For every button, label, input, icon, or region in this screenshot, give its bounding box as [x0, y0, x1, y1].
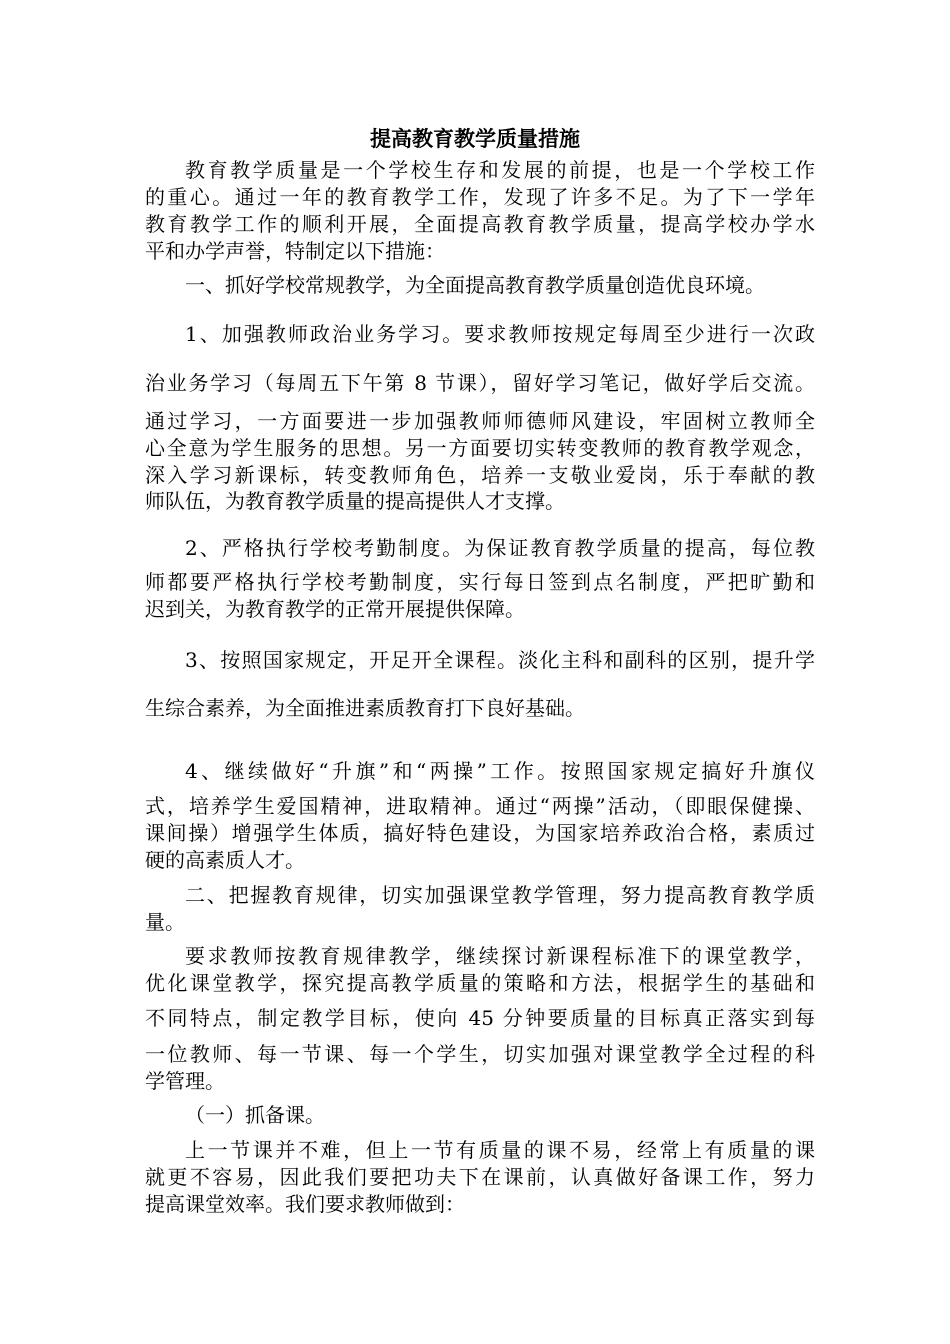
subsection-heading: （一）抓备课。	[185, 1103, 325, 1127]
paragraph-line: 迟到关，为教育教学的正常开展提供保障。	[145, 597, 525, 621]
document-title: 提高教育教学质量措施	[370, 126, 580, 151]
paragraph-line: 师队伍，为教育教学质量的提高提供人才支撑。	[145, 489, 565, 513]
paragraph-line: 心全意为学生服务的思想。另一方面要切实转变教师的教育教学观念，	[145, 436, 815, 460]
paragraph-line: 2、严格执行学校考勤制度。为保证教育教学质量的提高，每位教	[185, 536, 815, 560]
paragraph-line: 1、加强教师政治业务学习。要求教师按规定每周至少进行一次政	[185, 322, 815, 346]
section-heading: 二、把握教育规律，切实加强课堂教学管理，努力提高教育教学质	[185, 883, 815, 907]
section-heading: 量。	[145, 910, 185, 934]
paragraph-line: 一位教师、每一节课、每一个学生，切实加强对课堂教学全过程的科	[145, 1042, 815, 1066]
paragraph-line: 深入学习新课标，转变教师角色，培养一支敬业爱岗，乐于奉献的教	[145, 463, 815, 487]
paragraph-line: 治业务学习（每周五下午第 8 节课），留好学习笔记，做好学后交流。	[145, 371, 815, 395]
paragraph-line: 提高课堂效率。我们要求教师做到：	[145, 1192, 465, 1216]
paragraph-line: 的重心。通过一年的教育教学工作，发现了许多不足。为了下一学年	[145, 185, 815, 209]
paragraph-line: 优化课堂教学，探究提高教学质量的策略和方法，根据学生的基础和	[145, 971, 815, 995]
paragraph-line: 教育教学质量是一个学校生存和发展的前提，也是一个学校工作	[185, 158, 815, 182]
section-heading: 一、抓好学校常规教学，为全面提高教育教学质量创造优良环境。	[185, 273, 765, 297]
paragraph-line: 生综合素养，为全面推进素质教育打下良好基础。	[145, 696, 585, 720]
paragraph-line: 要求教师按教育规律教学，继续探讨新课程标准下的课堂教学，	[185, 944, 815, 968]
paragraph-line: 3、按照国家规定，开足开全课程。淡化主科和副科的区别，提升学	[185, 648, 815, 672]
paragraph-line: 课间操）增强学生体质，搞好特色建设，为国家培养政治合格，素质过	[145, 821, 815, 845]
paragraph-line: 硬的高素质人才。	[145, 848, 305, 872]
paragraph-line: 4、继续做好“升旗”和“两操”工作。按照国家规定搞好升旗仪	[185, 759, 815, 783]
paragraph-line: 就更不容易，因此我们要把功夫下在课前，认真做好备课工作，努力	[145, 1165, 815, 1189]
paragraph-line: 平和办学声誉，特制定以下措施：	[145, 239, 445, 263]
paragraph-line: 式，培养学生爱国精神，进取精神。通过“两操”活动，（即眼保健操、	[145, 794, 815, 818]
paragraph-line: 师都要严格执行学校考勤制度，实行每日签到点名制度，严把旷勤和	[145, 570, 815, 594]
paragraph-line: 上一节课并不难，但上一节有质量的课不易，经常上有质量的课	[185, 1138, 815, 1162]
paragraph-line: 不同特点，制定教学目标，使向 45 分钟要质量的目标真正落实到每	[145, 1006, 815, 1030]
paragraph-line: 学管理。	[145, 1069, 225, 1093]
paragraph-line: 通过学习，一方面要进一步加强教师师德师风建设，牢固树立教师全	[145, 409, 815, 433]
paragraph-line: 教育教学工作的顺利开展，全面提高教育教学质量，提高学校办学水	[145, 212, 815, 236]
